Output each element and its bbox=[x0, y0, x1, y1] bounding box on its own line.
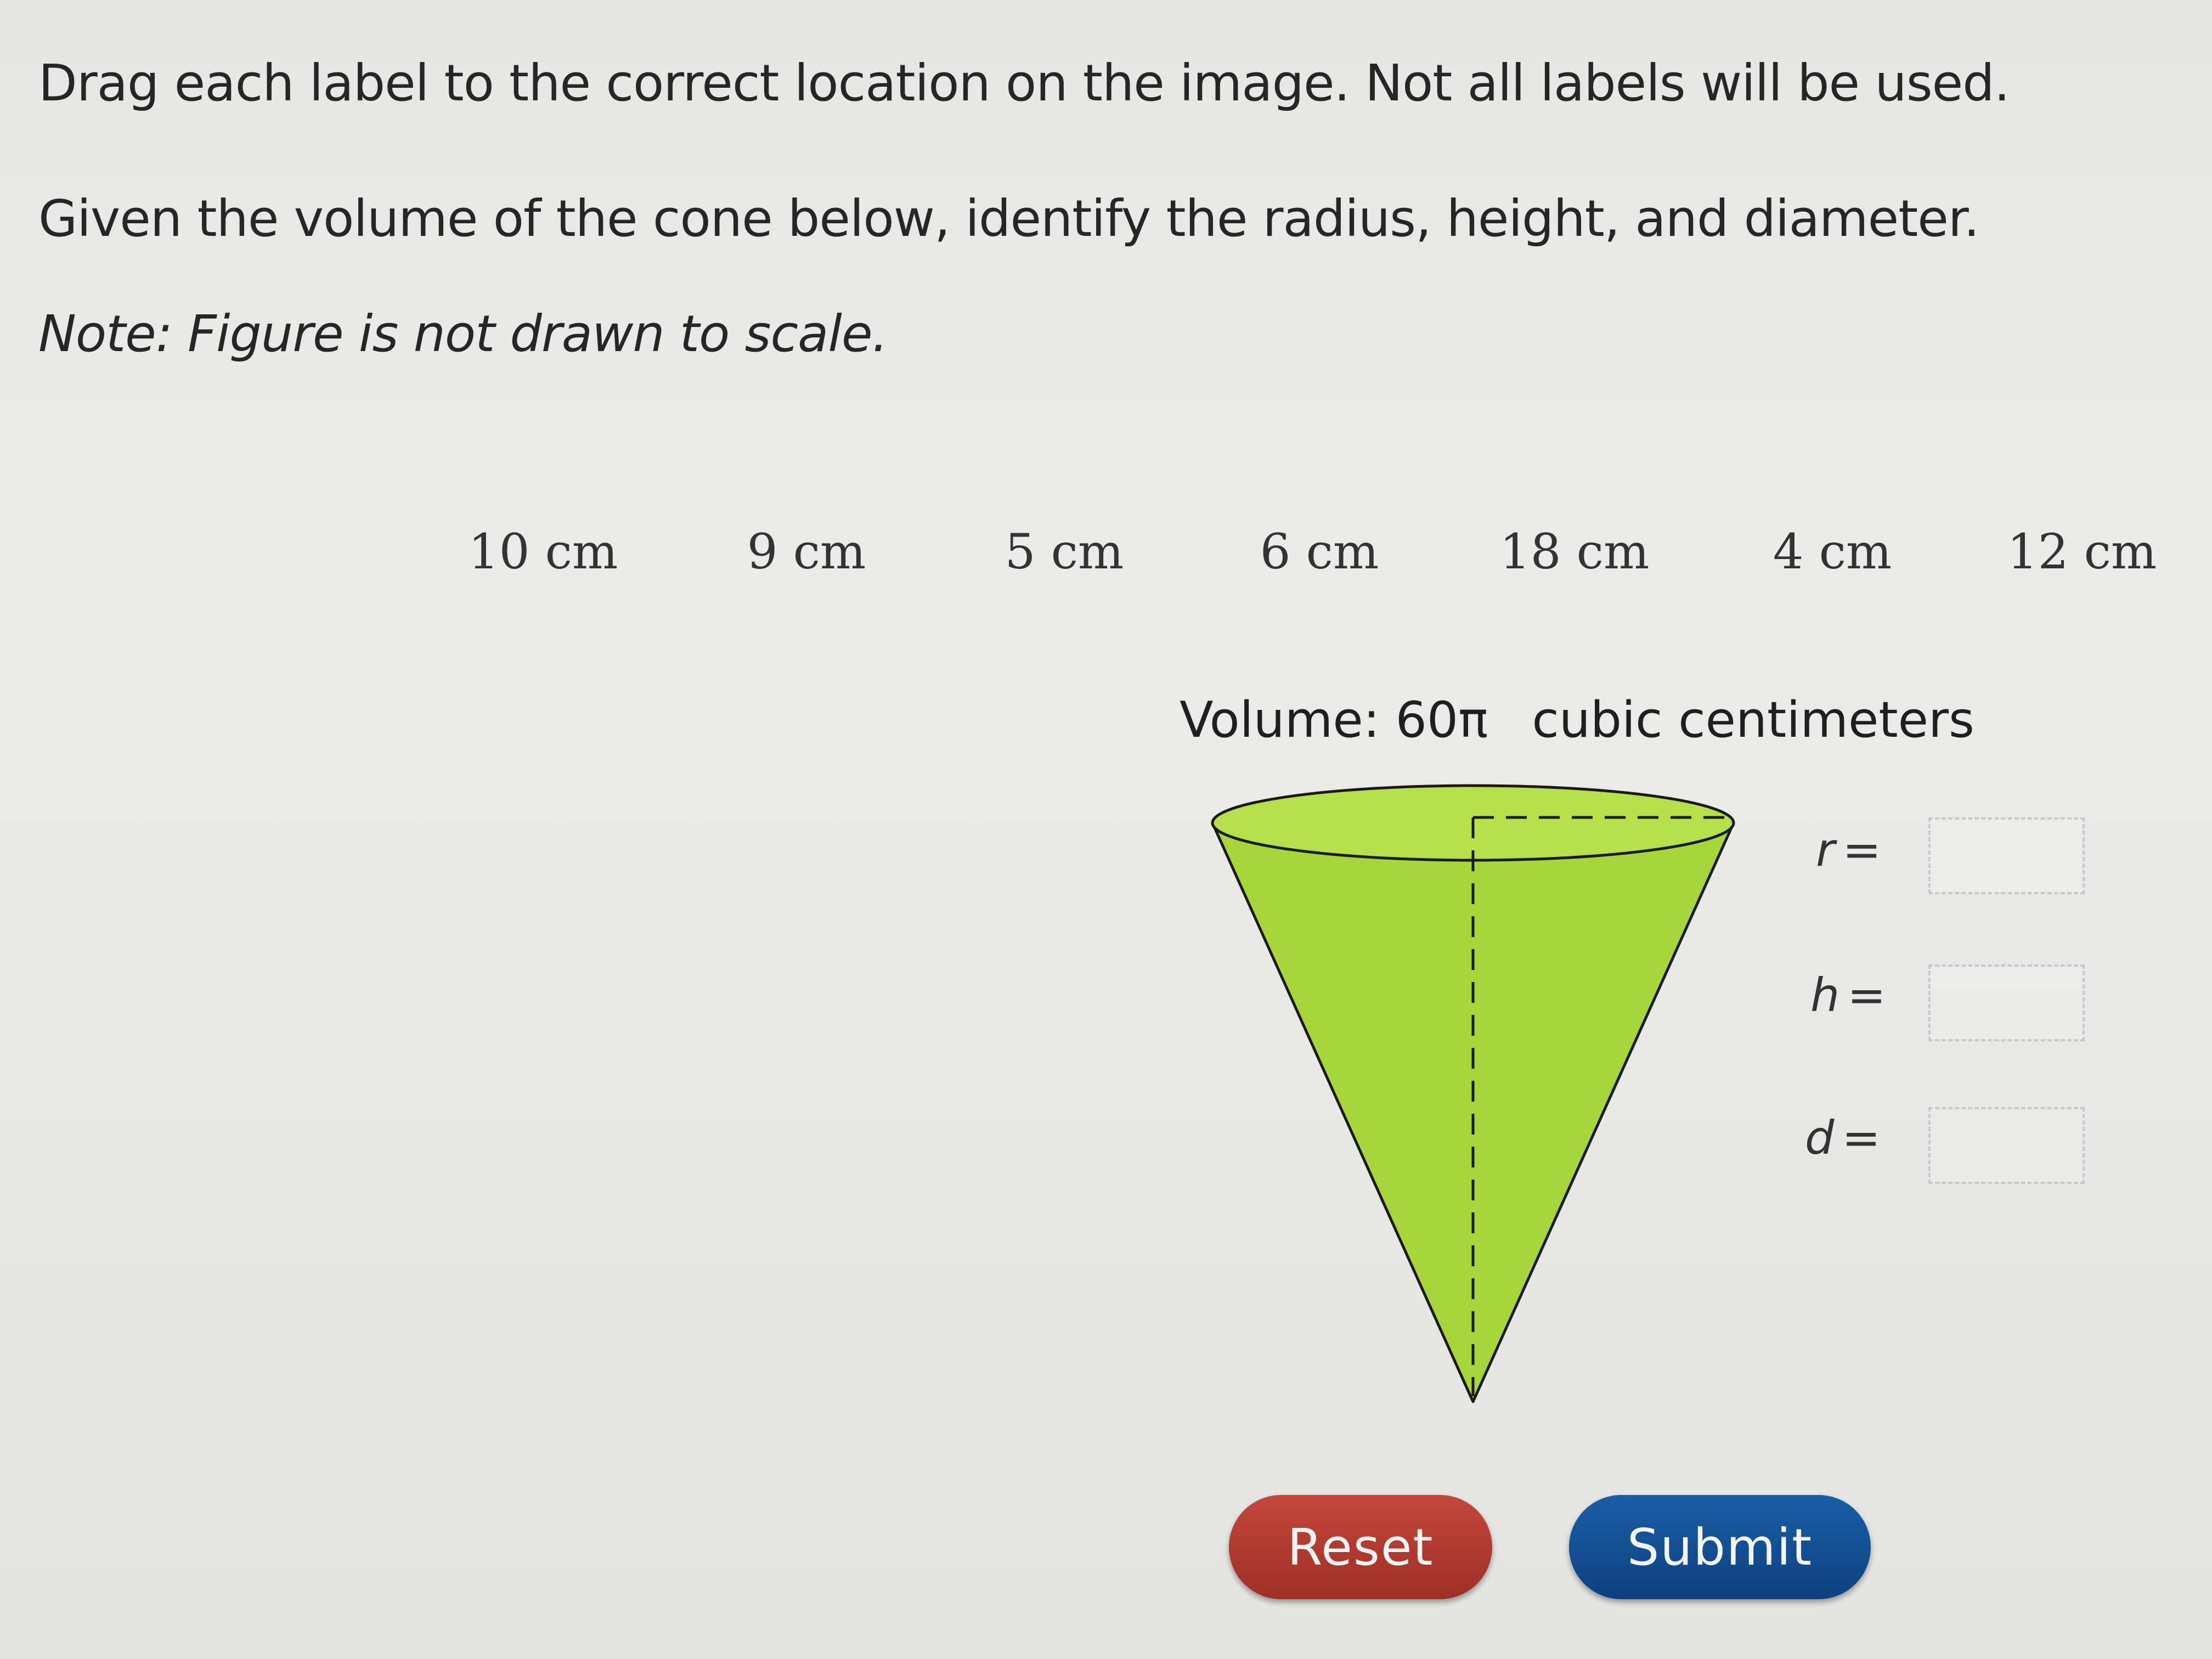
drag-label-18cm[interactable]: 18 cm bbox=[1499, 523, 1650, 580]
volume-statement bbox=[1180, 691, 1974, 749]
drag-label-10cm[interactable]: 10 cm bbox=[468, 523, 618, 580]
diameter-eq: = bbox=[1842, 1111, 1881, 1165]
diameter-var: d bbox=[1805, 1111, 1835, 1165]
radius-var: r bbox=[1816, 823, 1835, 877]
instruction-note: Note: Figure is not drawn to scale. bbox=[38, 304, 888, 363]
instruction-question: Given the volume of the cone below, identify the radius, height, and diameter. bbox=[38, 189, 1979, 248]
volume-prefix: Volume: bbox=[1180, 691, 1396, 749]
height-var: h bbox=[1810, 968, 1840, 1022]
instruction-drag: Drag each label to the correct location on the image. Not all labels will be used. bbox=[38, 54, 2010, 112]
volume-unit: cubic centimeters bbox=[1532, 691, 1974, 749]
radius-drop-zone[interactable] bbox=[1928, 817, 2085, 894]
radius-eq: = bbox=[1842, 823, 1881, 877]
drag-label-5cm[interactable]: 5 cm bbox=[1005, 523, 1124, 580]
reset-button[interactable]: Reset bbox=[1229, 1495, 1492, 1599]
diameter-drop-zone[interactable] bbox=[1928, 1107, 2085, 1184]
drag-label-12cm[interactable]: 12 cm bbox=[2007, 523, 2157, 580]
drag-label-9cm[interactable]: 9 cm bbox=[747, 523, 866, 580]
drag-label-6cm[interactable]: 6 cm bbox=[1260, 523, 1379, 580]
height-eq: = bbox=[1847, 968, 1886, 1022]
submit-button[interactable]: Submit bbox=[1569, 1495, 1871, 1599]
cone-figure bbox=[1201, 771, 1745, 1418]
radius-label bbox=[1816, 823, 1881, 877]
height-label bbox=[1810, 968, 1886, 1022]
diameter-label bbox=[1805, 1111, 1881, 1165]
height-drop-zone[interactable] bbox=[1928, 964, 2085, 1041]
volume-value: 60π bbox=[1395, 691, 1488, 749]
drag-label-4cm[interactable]: 4 cm bbox=[1773, 523, 1892, 580]
